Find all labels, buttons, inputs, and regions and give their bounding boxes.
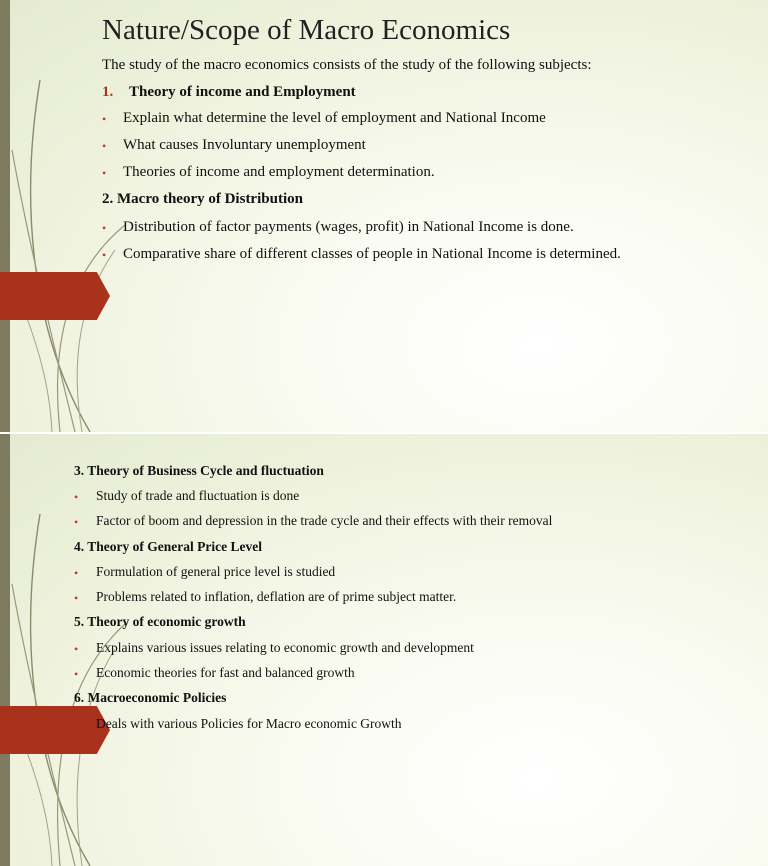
slide-2 [0,434,768,866]
list-item: Distribution of factor payments (wages, profit) in National Income is done. [123,219,574,235]
section-1-title: Theory of income and Employment [129,84,356,100]
list-item: Economic theories for fast and balanced growth [96,665,355,680]
bullet-icon: • [102,112,107,126]
bullet-icon: • [74,591,79,605]
slide-title: Nature/Scope of Macro Economics [102,14,511,46]
section-1-heading [102,84,356,101]
bullet-icon: • [74,667,79,681]
bullet-icon: • [74,566,79,580]
accent-tab [0,272,110,320]
section-1-number: 1. [102,84,114,100]
accent-tab [0,706,110,754]
list-item: Formulation of general price level is studied [96,564,336,579]
bullet-icon: • [102,139,107,153]
intro-text: The study of the macro economics consists of the study of the following subjects: [102,57,592,73]
bullet-icon: • [74,642,79,656]
section-2-heading: 2. Macro theory of Distribution [102,191,303,207]
list-item: Explains various issues relating to economic growth and development [96,640,474,655]
bullet-icon: • [74,490,79,504]
list-item: Explain what determine the level of employment and National Income [123,110,546,126]
section-3-heading: 3. Theory of Business Cycle and fluctuation [74,463,324,478]
section-4-heading: 4. Theory of General Price Level [74,539,262,554]
section-6-text: Deals with various Policies for Macro economic Growth [96,716,402,731]
section-6-heading: 6. Macroeconomic Policies [74,690,227,705]
list-item: Factor of boom and depression in the trade cycle and their effects with their removal [96,513,553,528]
list-item: Theories of income and employment determination. [123,164,435,180]
list-item: Study of trade and fluctuation is done [96,488,300,503]
section-5-heading: 5. Theory of economic growth [74,614,246,629]
slide-1 [0,0,768,432]
bullet-icon: • [102,166,107,180]
bullet-icon: • [102,221,107,235]
list-item: What causes Involuntary unemployment [123,137,366,153]
bullet-icon: • [102,248,107,262]
list-item: Problems related to inflation, deflation are of prime subject matter. [96,589,457,604]
list-item: Comparative share of different classes of people in National Income is determined. [123,246,621,262]
bullet-icon: • [74,515,79,529]
